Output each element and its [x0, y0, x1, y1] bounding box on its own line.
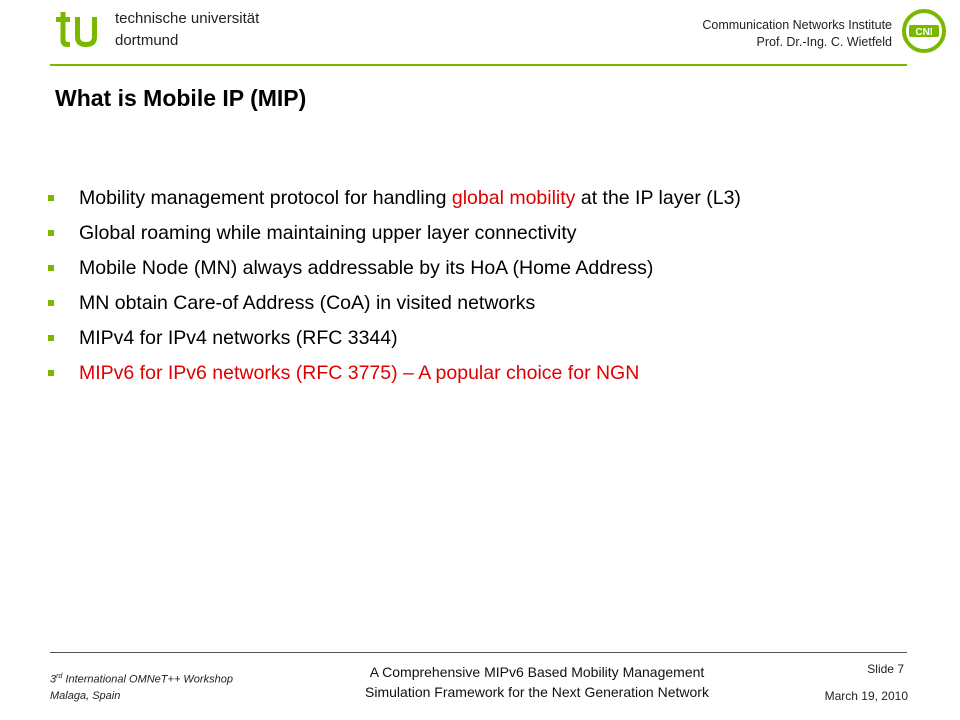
bullet-text: Mobile Node (MN) always addressable by its HoA (Home Address)	[79, 257, 654, 279]
university-line-2: dortmund	[115, 32, 179, 49]
bullet-item	[44, 186, 874, 210]
bullet-item	[44, 256, 874, 280]
workshop-ordinal: 3	[50, 673, 57, 686]
tu-logo-icon	[56, 12, 106, 52]
talk-title-line-1: A Comprehensive MIPv6 Based Mobility Management	[369, 664, 705, 680]
bullet-text: MN obtain Care-of Address (CoA) in visited networks	[79, 292, 536, 314]
bullet-text-post: at the IP layer (L3)	[575, 187, 741, 209]
bullet-item	[44, 221, 874, 245]
professor-name: Prof. Dr.-Ing. C. Wietfeld	[756, 35, 892, 49]
bullet-square-icon	[48, 370, 54, 376]
svg-text:CNI: CNI	[915, 27, 933, 38]
workshop-info	[50, 669, 233, 704]
talk-title	[322, 662, 752, 702]
bullet-item	[44, 326, 874, 350]
bullet-square-icon	[48, 230, 54, 236]
bullet-item-highlighted	[44, 361, 874, 385]
bullet-text: Global roaming while maintaining upper layer connectivity	[79, 222, 577, 244]
workshop-name: International OMNeT++ Workshop	[62, 673, 233, 686]
bullet-highlight: global mobility	[451, 187, 576, 209]
workshop-ordinal-suffix: rd	[56, 673, 63, 680]
presentation-date: March 19, 2010	[824, 689, 908, 703]
bullet-square-icon	[48, 300, 54, 306]
talk-title-line-2: Simulation Framework for the Next Generation Network	[365, 684, 709, 700]
bullet-square-icon	[48, 335, 54, 341]
university-name	[115, 8, 259, 52]
institute-block	[702, 17, 892, 51]
slide-number: Slide 7	[867, 662, 904, 676]
university-line-1: technische universität	[115, 10, 260, 27]
header-divider	[50, 64, 907, 66]
bullet-item	[44, 291, 874, 315]
slide-title: What is Mobile IP (MIP)	[55, 85, 307, 111]
cni-logo-icon	[901, 8, 947, 54]
bullet-square-icon	[48, 195, 54, 201]
bullet-text: MIPv6 for IPv6 networks (RFC 3775) – A popular choice for NGN	[79, 362, 640, 384]
bullet-text-pre: Mobility management protocol for handling	[79, 187, 452, 209]
bullet-list	[44, 186, 874, 396]
institute-name: Communication Networks Institute	[702, 18, 892, 32]
footer-divider	[50, 652, 907, 653]
bullet-square-icon	[48, 265, 54, 271]
bullet-text: MIPv4 for IPv4 networks (RFC 3344)	[79, 327, 398, 349]
workshop-location: Malaga, Spain	[50, 689, 121, 702]
